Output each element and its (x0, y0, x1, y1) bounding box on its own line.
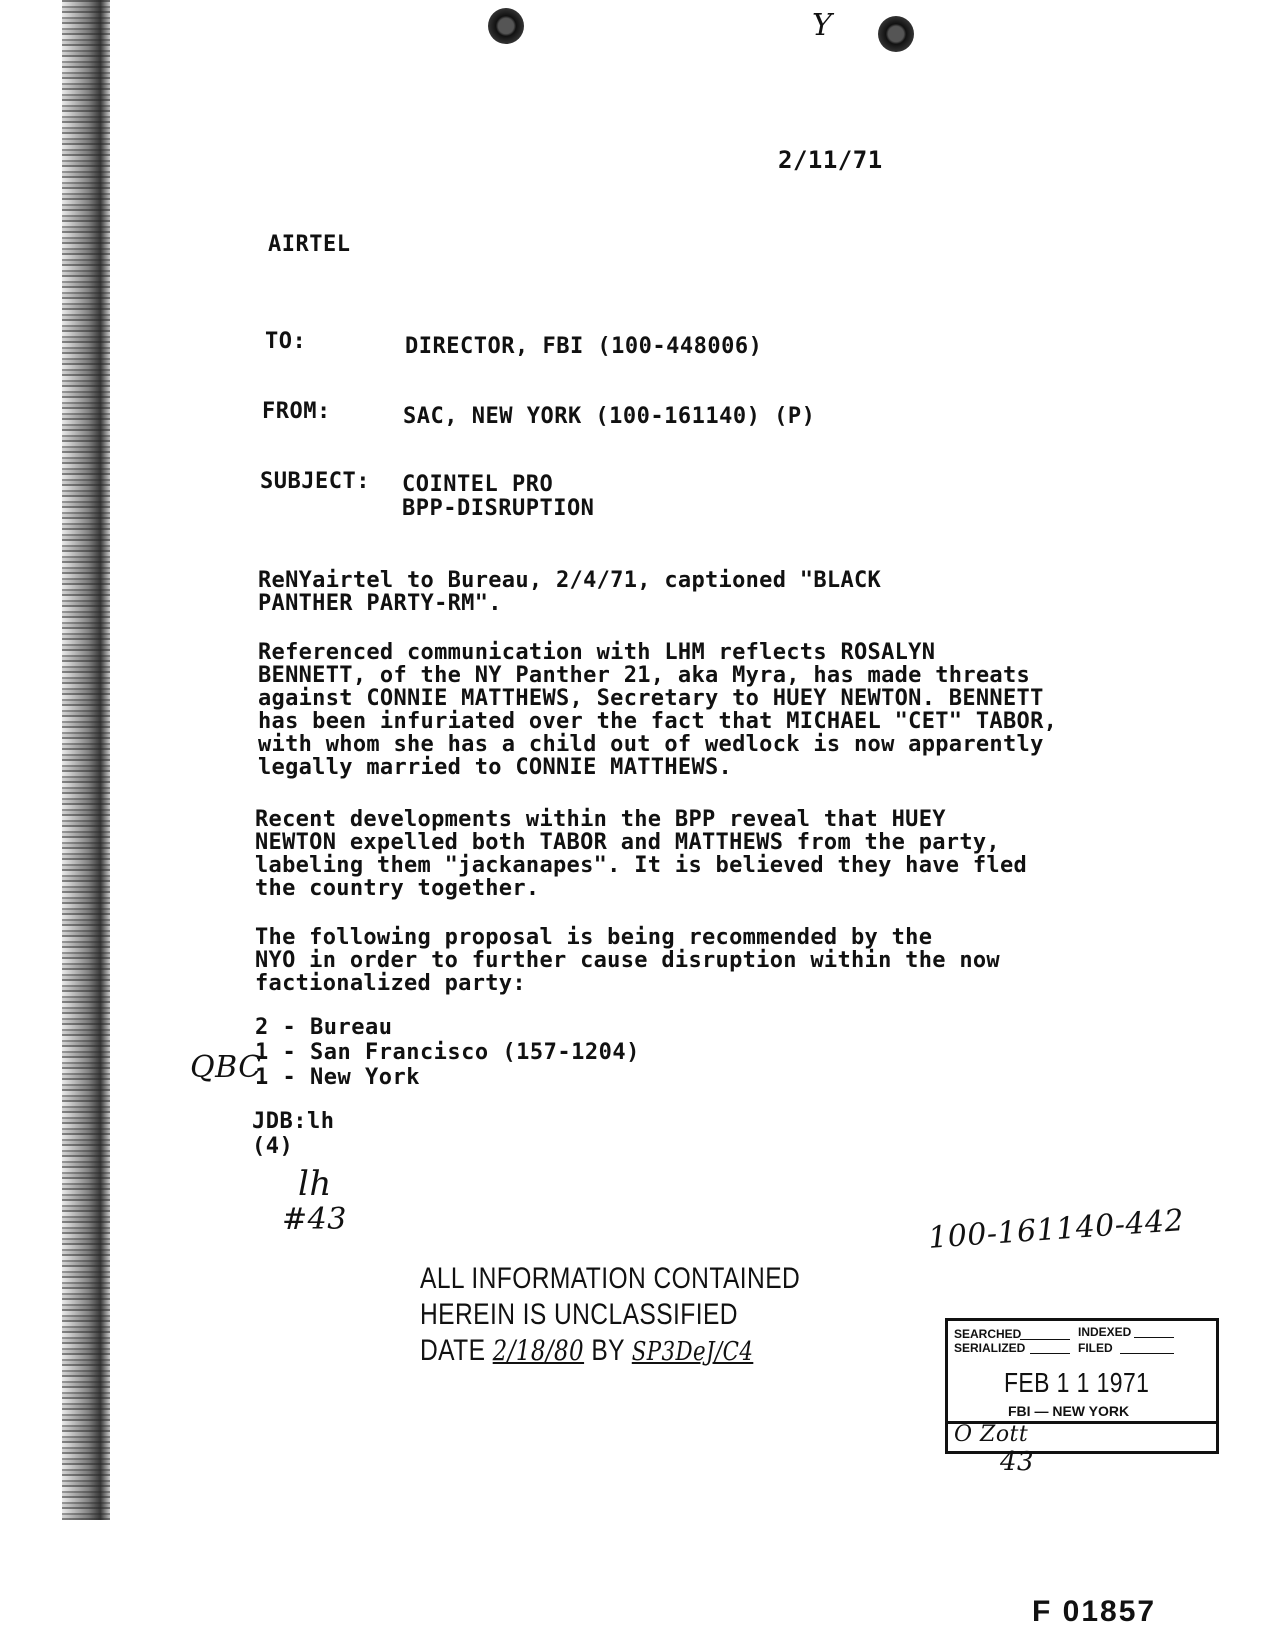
declassification-date: 2/18/80 (492, 1334, 585, 1367)
footer-document-id: F 01857 (1032, 1595, 1157, 1628)
to-label: TO: (265, 329, 307, 354)
handwritten-initials: QBC (190, 1050, 262, 1085)
paragraph-developments: Recent developments within the BPP reveal that HUEY NEWTON expelled both TABOR and MATTHEWS from the party, labeling them "jackanapes". It is believed they have fled the country together. (255, 807, 1028, 901)
filing-stamp (945, 1318, 1219, 1454)
stamp-searched-rule (1020, 1339, 1070, 1340)
subject-line-1: COINTEL PRO (402, 472, 554, 497)
distribution-item-new-york: 1 - New York (255, 1065, 420, 1090)
declassification-by-label: BY (591, 1334, 625, 1367)
stamp-indexed-rule (1134, 1337, 1174, 1338)
declassification-line-3 (420, 1334, 753, 1368)
stamp-initials: O Zott (954, 1422, 1029, 1447)
handwritten-note-43: #43 (282, 1202, 347, 1237)
handwritten-file-number: 100-161140-442 (927, 1203, 1186, 1256)
stamp-date: FEB 1 1 1971 (1004, 1367, 1150, 1398)
subject-line-2: BPP-DISRUPTION (402, 496, 595, 521)
typist-reference: JDB:lh (252, 1109, 335, 1134)
from-value: SAC, NEW YORK (100-161140) (P) (403, 404, 816, 429)
distribution-item-bureau: 2 - Bureau (255, 1015, 393, 1040)
stamp-indexed: INDEXED (1078, 1325, 1132, 1339)
stamp-searched: SEARCHED (954, 1327, 1022, 1341)
declassification-line-1: ALL INFORMATION CONTAINED (420, 1262, 801, 1295)
heading-airtel: AIRTEL (268, 232, 351, 257)
top-handwritten-mark: Y (812, 8, 833, 43)
paragraph-proposal: The following proposal is being recommended by the NYO in order to further cause disruption within the now factionalized party: (255, 925, 1000, 996)
stamp-serialized: SERIALIZED (954, 1341, 1026, 1355)
declassification-line-2: HEREIN IS UNCLASSIFIED (420, 1298, 738, 1331)
from-label: FROM: (262, 399, 331, 424)
handwritten-note-lh: lh (298, 1164, 332, 1204)
declassification-date-label: DATE (420, 1334, 486, 1367)
copies-count: (4) (252, 1134, 294, 1159)
paragraph-reference: ReNYairtel to Bureau, 2/4/71, captioned "BLACK PANTHER PARTY-RM". (258, 568, 882, 616)
stamp-office: FBI — NEW YORK (1008, 1403, 1130, 1419)
binding-edge (62, 0, 110, 1520)
handwritten-number-below-stamp: 43 (1000, 1447, 1035, 1477)
date-line: 2/11/71 (778, 146, 883, 174)
punch-hole-right (878, 16, 914, 52)
stamp-serialized-rule (1030, 1353, 1070, 1354)
stamp-filed-rule (1120, 1353, 1174, 1354)
declassification-by-value: SP3DeJ/C4 (631, 1337, 754, 1367)
to-value: DIRECTOR, FBI (100-448006) (405, 334, 763, 359)
paragraph-threats: Referenced communication with LHM reflects ROSALYN BENNETT, of the NY Panther 21, aka Myra, has made threats against CONNIE MATTHEWS, Secretary to HUEY NEWTON. BENNETT has been infuriated over the fact that MICHAEL "CET" TABOR, with whom she has a child out of wedlock is now apparently legally married to CONNIE MATTHEWS. (258, 640, 1058, 780)
stamp-filed: FILED (1078, 1341, 1113, 1355)
subject-label: SUBJECT: (260, 469, 370, 494)
punch-hole-left (488, 8, 524, 44)
distribution-item-san-francisco: 1 - San Francisco (157-1204) (255, 1040, 640, 1065)
